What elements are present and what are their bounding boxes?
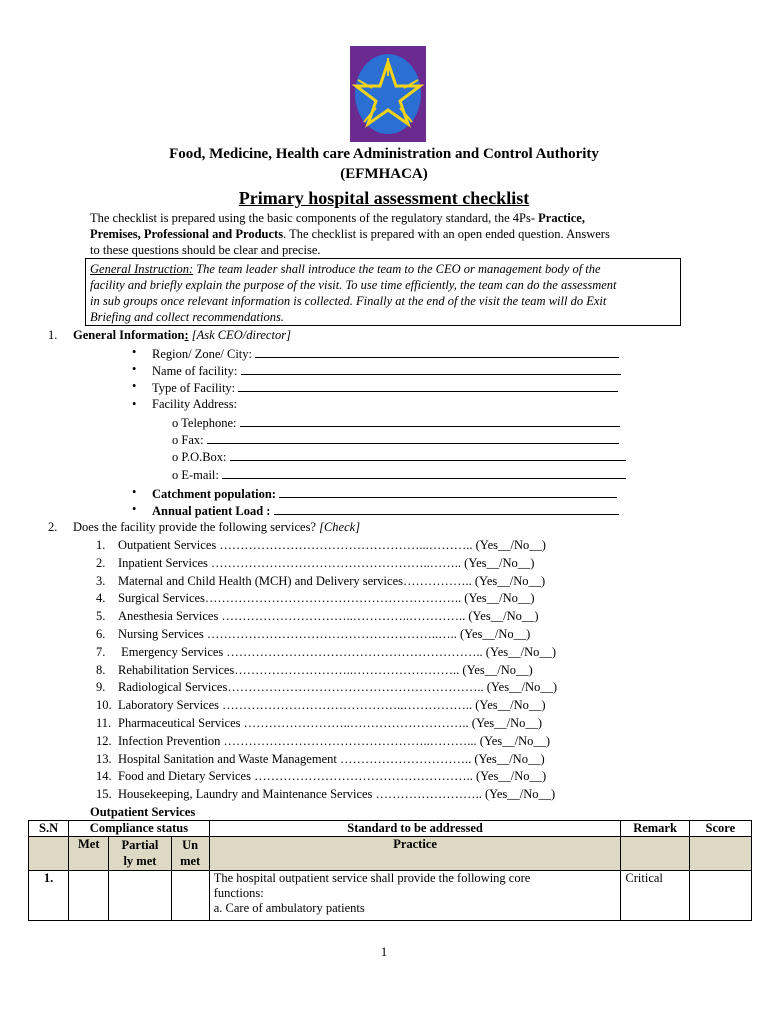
header-compliance-status: Compliance status — [69, 821, 210, 837]
org-acronym: (EFMHACA) — [340, 166, 428, 182]
header-remark: Remark — [621, 821, 689, 837]
row-unmet-cell[interactable] — [171, 871, 209, 921]
service-label: Housekeeping, Laundry and Maintenance Services …………………… — [118, 787, 476, 802]
service-label: Radiological Services…………………………………………………… — [118, 680, 478, 695]
service-number: 8. — [96, 662, 106, 677]
service-item — [96, 734, 550, 749]
intro-paragraph: The checklist is prepared using the basic components of the regulatory standard, the 4Ps- Practice, Premises, Professional and Products. The checklist is prepared with an open ended question. Answers to these questions should be clear and precise. — [90, 211, 610, 257]
service-label: Inpatient Services ……………………………………………..…… — [118, 555, 455, 570]
service-yes-no[interactable]: .. (Yes__/No__) — [465, 698, 546, 713]
section2-number: 2. — [48, 520, 58, 534]
service-item — [96, 556, 534, 571]
row-score-cell[interactable] — [689, 871, 751, 921]
service-yes-no[interactable]: .. (Yes__/No__) — [466, 538, 546, 552]
org-name: Food, Medicine, Health care Administration and Control Authority — [169, 146, 599, 162]
service-yes-no[interactable]: .. (Yes__/No__) — [454, 555, 535, 570]
service-label: Surgical Services…………………………………………………… — [118, 591, 455, 606]
header-partially-met: Partial ly met — [109, 837, 171, 871]
field-email[interactable]: o E-mail: — [172, 466, 626, 483]
service-label: Pharmaceutical Services ……………………..……………………… — [118, 716, 463, 730]
service-yes-no[interactable]: .. (Yes__/No__) — [477, 680, 557, 695]
service-number: 2. — [96, 555, 106, 570]
row-sn: 1. — [29, 871, 69, 921]
checklist-table — [28, 820, 752, 921]
service-number: 14. — [96, 769, 112, 784]
subheader-score-blank — [689, 837, 751, 871]
row-standard: The hospital outpatient service shall provide the following core functions: a. Care of ambulatory patients — [209, 871, 621, 921]
service-number: 11. — [96, 716, 112, 730]
service-label: Rehabilitation Services………………………..…………………… — [118, 662, 454, 677]
service-label: Laboratory Services ……………………………………..…………… — [118, 698, 466, 713]
field-region[interactable]: • Region/ Zone/ City: — [152, 345, 619, 362]
table-header-row — [29, 821, 752, 837]
header-standard: Standard to be addressed — [209, 821, 621, 837]
header-practice: Practice — [209, 837, 621, 871]
service-item — [96, 680, 557, 695]
row-met-cell[interactable] — [69, 871, 109, 921]
service-yes-no[interactable]: .. (Yes__/No__) — [450, 627, 531, 641]
service-yes-no[interactable]: .. (Yes__/No__) — [454, 591, 535, 606]
field-telephone[interactable]: o Telephone: — [172, 414, 620, 431]
field-fax[interactable]: o Fax: — [172, 431, 619, 448]
service-item — [96, 574, 545, 589]
field-facility-type[interactable]: • Type of Facility: — [152, 379, 618, 396]
section1-number: 1. — [48, 328, 58, 342]
service-item — [96, 609, 539, 624]
service-item — [96, 752, 545, 767]
service-item — [96, 698, 546, 713]
service-item — [96, 716, 542, 731]
service-item — [96, 769, 546, 784]
field-pobox[interactable]: o P.O.Box: — [172, 448, 626, 465]
service-yes-no[interactable]: .. (Yes__/No__) — [466, 769, 547, 784]
subheader-remark-blank — [621, 837, 689, 871]
service-label: Emergency Services …………………………………………………… — [118, 644, 477, 659]
service-label: Hospital Sanitation and Waste Management ………………………… — [118, 751, 465, 766]
field-facility-name[interactable]: • Name of facility: — [152, 362, 621, 379]
header-unmet: Un met — [171, 837, 209, 871]
service-number: 4. — [96, 591, 106, 606]
ethiopian-emblem-logo — [350, 46, 426, 142]
service-item — [96, 538, 546, 553]
table-subheader-row — [29, 837, 752, 871]
service-item — [96, 787, 555, 802]
service-item — [96, 663, 533, 678]
service-label: Anesthesia Services …………………………..…………..………… — [118, 609, 459, 624]
service-item — [96, 591, 535, 606]
service-yes-no[interactable]: .. (Yes__/No__) — [476, 644, 557, 659]
service-label: Maternal and Child Health (MCH) and Delivery services…………… — [118, 573, 466, 588]
field-catchment-population[interactable]: • Catchment population: — [152, 485, 617, 502]
service-number: 6. — [96, 627, 106, 641]
service-number: 3. — [96, 573, 106, 588]
service-label: Nursing Services ………………………………………………..… — [118, 627, 451, 641]
section1-heading: General Information: [Ask CEO/director] — [73, 328, 291, 342]
service-yes-no[interactable]: .. (Yes__/No__) — [464, 751, 545, 766]
table-row — [29, 871, 752, 921]
page-number: 1 — [380, 944, 388, 959]
service-yes-no[interactable]: .. (Yes__/No__) — [453, 662, 533, 677]
section2-question: Does the facility provide the following services? [Check] — [73, 520, 361, 534]
service-yes-no[interactable]: .. (Yes__/No__) — [458, 609, 539, 624]
header-score: Score — [689, 821, 751, 837]
service-label: Outpatient Services …………………………………………...……… — [118, 538, 467, 552]
service-yes-no[interactable]: .. (Yes__/No__) — [462, 716, 543, 730]
service-number: 9. — [96, 680, 106, 695]
service-number: 13. — [96, 751, 112, 766]
subheader-blank — [29, 837, 69, 871]
service-label: Infection Prevention …………………………………………..………. — [118, 733, 471, 748]
service-number: 10. — [96, 698, 112, 713]
field-facility-address: • Facility Address: — [152, 397, 237, 412]
service-yes-no[interactable]: .. (Yes__/No__) — [465, 573, 546, 588]
service-item — [96, 645, 556, 660]
service-number: 5. — [96, 609, 106, 624]
service-label: Food and Dietary Services …………………………………………… — [118, 769, 467, 784]
service-number: 12. — [96, 733, 112, 748]
service-number: 15. — [96, 787, 112, 802]
header-sn: S.N — [29, 821, 69, 837]
service-yes-no[interactable]: .. (Yes__/No__) — [475, 787, 556, 802]
page-title: Primary hospital assessment checklist — [238, 188, 530, 208]
service-number: 7. — [96, 644, 106, 659]
table-caption: Outpatient Services — [90, 805, 196, 819]
field-annual-patient-load[interactable]: • Annual patient Load : — [152, 502, 619, 519]
service-yes-no[interactable]: .. (Yes__/No__) — [470, 733, 551, 748]
row-remark: Critical — [621, 871, 689, 921]
general-instruction-box: General Instruction: The team leader shall introduce the team to the CEO or management body of the facility and briefly explain the purpose of the visit. To use time efficiently, the team can do the assessment in sub groups once relevant information is collected. Finally at the end of the visit the team will do Exit Briefing and collect recommendations. — [85, 258, 681, 326]
header-met: Met — [69, 837, 109, 871]
row-partially-met-cell[interactable] — [109, 871, 171, 921]
service-item — [96, 627, 530, 642]
service-number: 1. — [96, 538, 106, 552]
